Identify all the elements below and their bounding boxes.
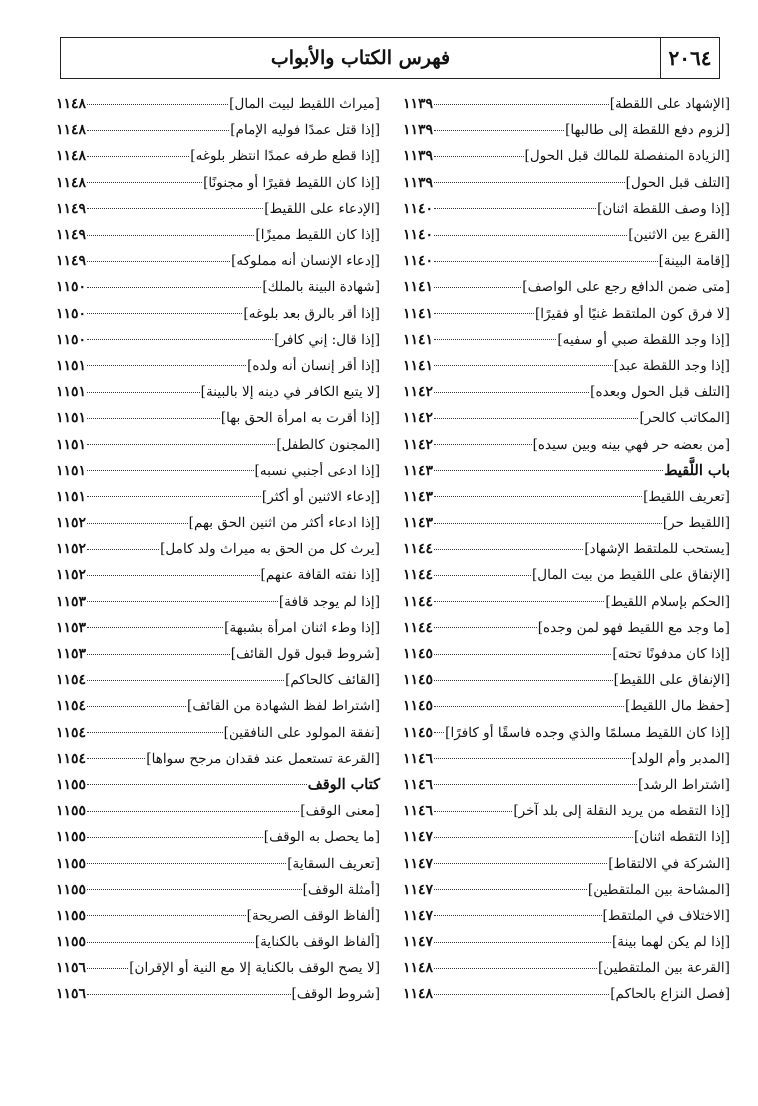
index-entry [56,458,380,484]
dot-leader [434,758,630,759]
entry-page-number: ١١٤٨ [403,960,434,977]
dot-leader [434,837,633,838]
index-entry [403,667,730,693]
entry-page-number: ١١٥٣ [56,646,87,663]
entry-page-number: ١١٥٤ [56,672,87,689]
dot-leader [434,942,611,943]
dot-leader [434,654,611,655]
entry-title: [لا يتبع الكافر في دينه إلا بالبينة] [200,384,380,401]
entry-title: [من بعضه حر فهي بينه وبين سيده] [532,436,730,453]
entry-title: [الاختلاف في الملتقط] [602,907,730,924]
entry-title: [يستحب للملتقط الإشهاد] [584,541,730,558]
dot-leader [87,235,254,236]
entry-title: [ميراث اللقيط لبيت المال] [229,96,380,113]
index-entry [56,824,380,850]
index-entry [56,196,380,222]
entry-title: [إذا كان اللقيط فقيرًا أو مجنونًا] [203,174,380,191]
entry-title: [ألفاظ الوقف بالكناية] [254,934,380,951]
entry-title: [إذا ادعى أجنبي نسبه] [254,462,380,479]
index-entry [403,327,730,353]
entry-page-number: ١١٥٦ [56,986,87,1003]
entry-title: [ما يحصل به الوقف] [263,829,380,846]
entry-title: [إذا كان اللقيط مميزًا] [255,227,380,244]
index-entry [56,850,380,876]
entry-page-number: ١١٤٧ [403,855,434,872]
index-entry [56,91,380,117]
entry-page-number: ١١٥٤ [56,698,87,715]
index-entry [403,117,730,143]
entry-page-number: ١١٤٠ [403,253,434,270]
index-entry [56,405,380,431]
dot-leader [434,575,531,576]
index-entry [56,327,380,353]
entry-page-number: ١١٤٢ [403,436,434,453]
entry-page-number: ١١٥٥ [56,829,87,846]
entry-page-number: ١١٥٤ [56,724,87,741]
entry-page-number: ١١٣٩ [403,174,434,191]
index-column-right [403,91,730,1008]
entry-title: [متى ضمن الدافع رجع على الواصف] [522,279,730,296]
entry-title: [الزيادة المنفصلة للمالك قبل الحول] [524,148,730,165]
entry-page-number: ١١٤٠ [403,227,434,244]
entry-page-number: ١١٤٠ [403,200,434,217]
entry-page-number: ١١٥١ [56,462,87,479]
entry-title: [نفقة المولود على النافقين] [223,724,380,741]
dot-leader [434,130,564,131]
index-entry [403,353,730,379]
index-entry [56,877,380,903]
entry-page-number: ١١٥٥ [56,776,87,793]
index-entry [56,641,380,667]
dot-leader [87,889,302,890]
entry-title: [المدبر وأم الولد] [631,750,730,767]
index-entry [403,248,730,274]
entry-page-number: ١١٥١ [56,410,87,427]
entry-page-number: ١١٤٣ [403,462,434,479]
dot-leader [87,261,230,262]
entry-title: [لا يصح الوقف بالكناية إلا مع النية أو الإقران] [129,960,380,977]
index-entry [56,222,380,248]
index-entry [403,143,730,169]
index-entry [403,903,730,929]
dot-leader [87,758,145,759]
dot-leader [87,968,128,969]
dot-leader [434,601,604,602]
dot-leader [434,549,583,550]
dot-leader [87,915,246,916]
entry-title: [الشركة في الالتقاط] [608,855,730,872]
entry-title: [الإنفاق على اللقيط] [613,672,730,689]
entry-title: [ما وجد مع اللقيط فهو لمن وجده] [537,619,730,636]
entry-page-number: ١١٥٤ [56,750,87,767]
dot-leader [434,784,637,785]
entry-title: [إذا كان مدفونًا تحته] [612,646,730,663]
entry-title: [يرث كل من الحق به ميراث ولد كامل] [160,541,380,558]
index-entry [403,170,730,196]
index-entry [403,301,730,327]
dot-leader [87,863,286,864]
entry-title: [ألفاظ الوقف الصريحة] [246,907,380,924]
dot-leader [434,418,638,419]
entry-title: [اشتراط لفظ الشهادة من القائف] [187,698,380,715]
index-entry [403,641,730,667]
dot-leader [87,104,228,105]
dot-leader [87,601,278,602]
index-entry [56,248,380,274]
entry-title: [لا فرق كون الملتقط غنيًا أو فقيرًا] [534,305,730,322]
entry-page-number: ١١٤٧ [403,829,434,846]
dot-leader [87,182,202,183]
index-entry [56,772,380,798]
entry-title: [إذا قطع طرفه عمدًا انتظر بلوغه] [190,148,380,165]
entry-title: [إذا وجد اللقطة صبي أو سفيه] [557,331,730,348]
page-header [60,37,720,79]
entry-title: [المجنون كالطفل] [276,436,380,453]
index-entry [403,91,730,117]
dot-leader [434,261,657,262]
entry-title: [إذا أقر إنسان أنه ولده] [247,357,380,374]
entry-title: [إذا وصف اللقطة اثنان] [597,200,730,217]
dot-leader [87,575,259,576]
entry-page-number: ١١٤٨ [56,148,87,165]
dot-leader [434,470,663,471]
index-entry [56,798,380,824]
dot-leader [434,235,627,236]
dot-leader [87,811,299,812]
entry-title: [معنى الوقف] [300,803,380,820]
dot-leader [434,444,532,445]
entry-page-number: ١١٤٦ [403,776,434,793]
entry-page-number: ١١٤٥ [403,724,434,741]
entry-title: باب اللَّقيط [664,462,730,480]
entry-page-number: ١١٤١ [403,305,434,322]
index-entry [403,196,730,222]
entry-title: [التلف قبل الحول] [625,174,730,191]
entry-page-number: ١١٤٤ [403,541,434,558]
entry-title: [إذا وطء اثنان امرأة بشبهة] [224,619,380,636]
entry-page-number: ١١٥٢ [56,567,87,584]
entry-page-number: ١١٤٨ [56,122,87,139]
entry-page-number: ١١٥٥ [56,803,87,820]
entry-page-number: ١١٤٥ [403,672,434,689]
entry-title: [إذا وجد اللقطة عبد] [613,357,730,374]
entry-title: [أمثلة الوقف] [302,881,380,898]
dot-leader [434,313,534,314]
entry-title: [اللقيط حر] [662,515,730,532]
entry-page-number: ١١٤١ [403,331,434,348]
dot-leader [434,915,601,916]
entry-page-number: ١١٥٠ [56,331,87,348]
entry-title: كتاب الوقف [307,776,380,794]
entry-page-number: ١١٤٥ [403,646,434,663]
entry-page-number: ١١٥٠ [56,279,87,296]
dot-leader [434,627,537,628]
dot-leader [434,889,587,890]
index-column-left [56,91,380,1008]
index-entry [56,170,380,196]
entry-title: [القائف كالحاكم] [285,672,380,689]
entry-title: [اشتراط الرشد] [638,776,730,793]
index-entry [56,693,380,719]
page-number: ٢٠٦٤ [660,38,719,78]
entry-page-number: ١١٥٠ [56,305,87,322]
index-entry [403,693,730,719]
index-entry [403,850,730,876]
entry-title: [القرع بين الاثنين] [628,227,730,244]
entry-title: [الإشهاد على اللقطة] [609,96,730,113]
index-entry [56,143,380,169]
entry-page-number: ١١٣٩ [403,96,434,113]
index-entry [56,117,380,143]
entry-page-number: ١١٣٩ [403,148,434,165]
index-entry [56,589,380,615]
index-entry [403,589,730,615]
entry-page-number: ١١٥١ [56,436,87,453]
dot-leader [434,706,624,707]
dot-leader [87,365,246,366]
entry-page-number: ١١٥٥ [56,881,87,898]
index-entry [56,301,380,327]
entry-page-number: ١١٥٦ [56,960,87,977]
entry-title: [الإدعاء على اللقيط] [264,200,380,217]
entry-page-number: ١١٤١ [403,279,434,296]
dot-leader [434,104,609,105]
index-entry [403,379,730,405]
index-entry [403,510,730,536]
index-entry [403,405,730,431]
index-entry [403,981,730,1007]
entry-page-number: ١١٥٥ [56,907,87,924]
entry-page-number: ١١٥١ [56,488,87,505]
index-entry [56,510,380,536]
entry-page-number: ١١٥٢ [56,541,87,558]
entry-title: [إذا قتل عمدًا فوليه الإمام] [230,122,380,139]
entry-page-number: ١١٤٨ [56,174,87,191]
index-entry [56,274,380,300]
index-entry [56,981,380,1007]
dot-leader [87,339,273,340]
entry-title: [إذا كان اللقيط مسلمًا والذي وجده فاسقًا أو كافرًا] [445,724,730,741]
dot-leader [434,863,607,864]
entry-page-number: ١١٤٧ [403,934,434,951]
entry-page-number: ١١٤٣ [403,515,434,532]
dot-leader [87,156,189,157]
dot-leader [87,706,186,707]
entry-title: [لزوم دفع اللقطة إلى طالبها] [565,122,730,139]
index-entry [56,746,380,772]
dot-leader [434,496,642,497]
entry-title: [إقامة البينة] [658,253,730,270]
entry-page-number: ١١٤٤ [403,567,434,584]
entry-title: [المكاتب كالحر] [639,410,730,427]
index-entry [56,955,380,981]
entry-page-number: ١١٥٢ [56,515,87,532]
index-entry [403,746,730,772]
entry-title: [تعريف السقاية] [287,855,380,872]
page-title: فهرس الكتاب والأبواب [270,47,451,69]
entry-title: [القرعة تستعمل عند فقدان مرجح سواها] [146,750,380,767]
dot-leader [87,994,290,995]
entry-title: [إذا لم يكن لهما بينة] [611,934,730,951]
entry-title: [المشاحة بين الملتقطين] [587,881,730,898]
entry-page-number: ١١٥٥ [56,855,87,872]
dot-leader [434,182,625,183]
dot-leader [434,811,512,812]
entry-page-number: ١١٤٩ [56,200,87,217]
entry-page-number: ١١٤٩ [56,253,87,270]
index-entry [403,615,730,641]
index-entry [403,798,730,824]
entry-title: [الحكم بإسلام اللقيط] [605,593,730,610]
index-entry [56,615,380,641]
index-entry [56,379,380,405]
entry-title: [إذا لم يوجد قافة] [278,593,380,610]
entry-page-number: ١١٤٦ [403,803,434,820]
entry-title: [إذا أقرت به امرأة الحق بها] [220,410,380,427]
index-entry [56,720,380,746]
entry-page-number: ١١٥٥ [56,934,87,951]
entry-page-number: ١١٥٣ [56,593,87,610]
entry-title: [شهادة البينة بالملك] [262,279,380,296]
entry-page-number: ١١٤٤ [403,619,434,636]
dot-leader [434,392,589,393]
dot-leader [87,784,307,785]
dot-leader [87,496,261,497]
entry-page-number: ١١٥٣ [56,619,87,636]
dot-leader [87,654,230,655]
dot-leader [87,627,223,628]
entry-page-number: ١١٣٩ [403,122,434,139]
dot-leader [87,287,261,288]
dot-leader [87,732,223,733]
entry-page-number: ١١٤٧ [403,881,434,898]
entry-title: [القرعة بين الملتقطين] [597,960,730,977]
entry-page-number: ١١٤٨ [403,986,434,1003]
index-entry [403,458,730,484]
dot-leader [87,470,253,471]
dot-leader [434,732,444,733]
entry-title: [إذا التقطه اثنان] [634,829,730,846]
index-entry [56,929,380,955]
dot-leader [87,130,229,131]
dot-leader [434,365,613,366]
entry-page-number: ١١٤٤ [403,593,434,610]
index-entry [403,955,730,981]
entry-page-number: ١١٤٥ [403,698,434,715]
entry-title: [فصل النزاع بالحاكم] [610,986,730,1003]
index-entry [403,222,730,248]
index-entry [56,667,380,693]
index-entry [56,903,380,929]
entry-title: [إدعاء الإنسان أنه مملوكه] [231,253,380,270]
entry-page-number: ١١٥١ [56,357,87,374]
entry-page-number: ١١٤١ [403,357,434,374]
dot-leader [434,523,662,524]
dot-leader [87,392,200,393]
entry-page-number: ١١٤٩ [56,227,87,244]
dot-leader [87,444,275,445]
dot-leader [434,680,613,681]
dot-leader [87,837,263,838]
dot-leader [87,549,159,550]
entry-title: [إذا نفته القافة عنهم] [260,567,380,584]
entry-title: [التلف قبل الحول وبعده] [590,384,730,401]
dot-leader [87,418,220,419]
dot-leader [87,680,284,681]
dot-leader [434,156,523,157]
entry-title: [حفظ مال اللقيط] [624,698,730,715]
entry-page-number: ١١٤٣ [403,488,434,505]
index-entry [403,536,730,562]
dot-leader [434,339,556,340]
entry-page-number: ١١٤٦ [403,750,434,767]
entry-page-number: ١١٥١ [56,384,87,401]
index-entry [56,353,380,379]
entry-title: [إذا قال: إني كافر] [274,331,380,348]
index-entry [403,274,730,300]
index-entry [403,772,730,798]
entry-page-number: ١١٤٨ [56,96,87,113]
entry-page-number: ١١٤٢ [403,410,434,427]
entry-title: [شروط الوقف] [291,986,380,1003]
entry-title: [الإنفاق على اللقيط من بيت المال] [532,567,730,584]
index-entry [56,562,380,588]
dot-leader [434,994,609,995]
entry-page-number: ١١٤٧ [403,907,434,924]
index-entry [56,536,380,562]
index-entry [403,824,730,850]
index-entry [403,720,730,746]
dot-leader [87,208,263,209]
entry-title: [إذا ادعاء أكثر من اثنين الحق بهم] [188,515,380,532]
index-entry [56,484,380,510]
entry-title: [إذا التقطه من يريد النقلة إلى بلد آخر] [513,803,730,820]
dot-leader [87,313,242,314]
index-entry [403,929,730,955]
dot-leader [434,968,597,969]
entry-title: [شروط قبول قول القائف] [230,646,380,663]
dot-leader [87,523,188,524]
index-entry [403,877,730,903]
index-entry [403,431,730,457]
entry-title: [إذا أقر بالرق بعد بلوغه] [243,305,380,322]
entry-page-number: ١١٤٢ [403,384,434,401]
entry-title: [تعريف اللقيط] [643,488,730,505]
dot-leader [434,208,596,209]
dot-leader [87,942,254,943]
index-entry [403,562,730,588]
entry-title: [إدعاء الاثنين أو أكثر] [261,488,380,505]
dot-leader [434,287,521,288]
index-entry [56,431,380,457]
index-entry [403,484,730,510]
